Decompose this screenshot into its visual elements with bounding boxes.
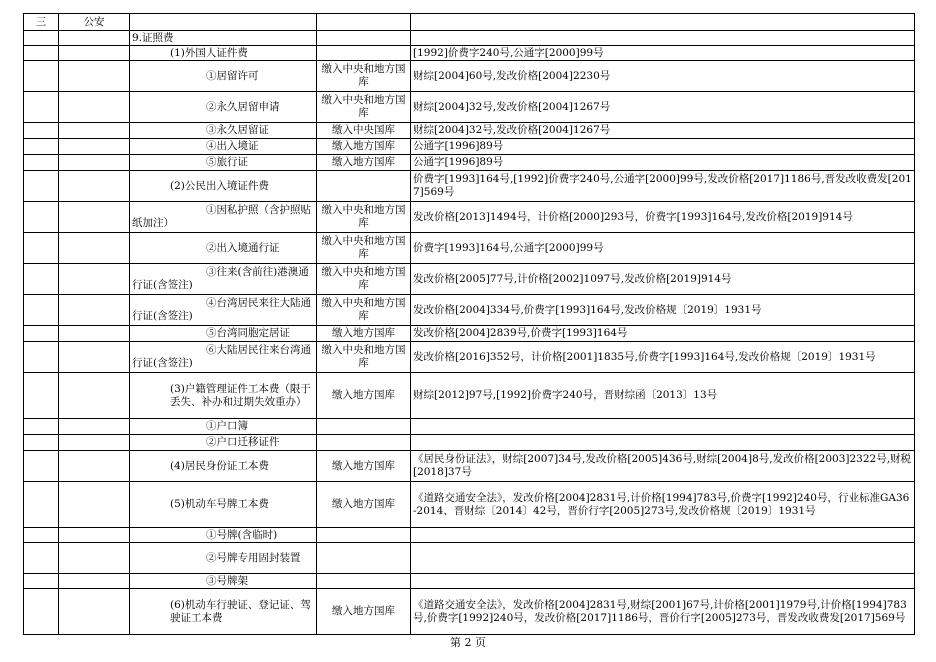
category-cell [59,342,130,373]
item-name-cell: ②永久居留申请 [130,92,317,123]
basis-cell: 价费字[1993]164号,[1992]价费字240号,公通字[2000]99号,发改价格[2017]1186号,晋发改收费发[2017]569号 [411,171,915,202]
category-cell [59,92,130,123]
page-footer: 第 2 页 [450,636,486,649]
item-name-cell: ②出入境通行证 [130,233,317,264]
category-cell [59,419,130,435]
section-number-cell [24,295,59,326]
item-name-cell: ④出入境证 [130,139,317,155]
treasury-cell: 缴入中央和地方国库 [317,342,411,373]
item-name-cell: (1)外国人证件费 [130,46,317,61]
section-number-cell [24,233,59,264]
basis-cell: 发改价格[2016]352号，计价格[2001]1835号,价费字[1993]164号,发改价格规〔2019〕1931号 [411,342,915,373]
category-cell: 公安 [59,14,130,31]
category-cell [59,543,130,574]
treasury-cell: 缴入中央和地方国库 [317,295,411,326]
basis-cell [411,419,915,435]
section-number-cell [24,373,59,419]
table-row [24,451,915,482]
treasury-cell [317,528,411,543]
section-number-cell [24,46,59,61]
category-cell [59,435,130,451]
basis-cell: 财综[2004]32号,发改价格[2004]1267号 [411,123,915,139]
table-row [24,155,915,171]
table-row [24,202,915,233]
section-number-cell [24,171,59,202]
table-row [24,171,915,202]
section-number-cell [24,264,59,295]
category-cell [59,171,130,202]
section-number-cell [24,123,59,139]
section-number-cell [24,31,59,46]
item-name-cell: (5)机动车号牌工本费 [130,482,317,528]
section-number-cell [24,543,59,574]
category-cell [59,574,130,589]
table-row [24,574,915,589]
table-row [24,435,915,451]
table-row [24,139,915,155]
table-row [24,61,915,92]
treasury-cell: 缴入地方国库 [317,373,411,419]
table-row [24,482,915,528]
treasury-cell: 缴入中央和地方国库 [317,202,411,233]
item-name-cell: ③往来(含前往)港澳通行证(含签注) [130,264,317,295]
item-name-cell: ⑤台湾同胞定居证 [130,326,317,342]
table-row [24,123,915,139]
basis-cell: 发改价格[2005]77号,计价格[2002]1097号,发改价格[2019]914号 [411,264,915,295]
table-row [24,92,915,123]
section-number-cell [24,202,59,233]
table-row [24,31,915,46]
basis-cell: 发改价格[2013]1494号，计价格[2000]293号，价费字[1993]164号,发改价格[2019]914号 [411,202,915,233]
category-cell [59,31,130,46]
item-name-cell: ⑤旅行证 [130,155,317,171]
basis-cell [411,528,915,543]
basis-cell [411,31,915,46]
treasury-cell: 缴入中央和地方国库 [317,61,411,92]
treasury-cell: 缴入地方国库 [317,139,411,155]
category-cell [59,46,130,61]
treasury-cell [317,171,411,202]
table-row [24,264,915,295]
category-cell [59,295,130,326]
section-number-cell [24,155,59,171]
treasury-cell [317,31,411,46]
basis-cell: 《居民身份证法》，财综[2007]34号,发改价格[2005]436号,财综[2004]8号,发改价格[2003]2322号,财税[2018]37号 [411,451,915,482]
item-name-cell: ②户口迁移证件 [130,435,317,451]
basis-cell: 发改价格[2004]2839号,价费字[1993]164号 [411,326,915,342]
category-cell [59,264,130,295]
treasury-cell: 缴入中央国库 [317,123,411,139]
section-number-cell [24,435,59,451]
basis-cell: 公通字[1996]89号 [411,139,915,155]
category-cell [59,139,130,155]
item-name-cell: (3)户籍管理证件工本费（限于丢失、补办和过期失效重办） [130,373,317,419]
treasury-cell [317,46,411,61]
basis-cell: 公通字[1996]89号 [411,155,915,171]
section-number-cell [24,528,59,543]
section-number-cell [24,139,59,155]
basis-cell: 《道路交通安全法》，发改价格[2004]2831号,财综[2001]67号,计价格[2001]1979号,计价格[1994]783号,价费字[1992]240号，发改价格[2017]1186号，晋价行字[2005]273号，晋发改收费发[2017]569号 [411,589,915,635]
item-name-cell: ①户口簿 [130,419,317,435]
section-number-cell [24,451,59,482]
category-cell [59,589,130,635]
table-row [24,326,915,342]
treasury-cell [317,14,411,31]
treasury-cell: 缴入地方国库 [317,482,411,528]
treasury-cell: 缴入地方国库 [317,155,411,171]
item-name-cell: ③永久居留证 [130,123,317,139]
section-number-cell [24,342,59,373]
item-name-cell: (4)居民身份证工本费 [130,451,317,482]
table-row [24,528,915,543]
category-cell [59,326,130,342]
treasury-cell [317,543,411,574]
category-cell [59,155,130,171]
treasury-cell [317,574,411,589]
item-name-cell: ②号牌专用固封装置 [130,543,317,574]
item-name-cell: 9.证照费 [130,31,317,46]
section-number-cell: 三 [24,14,59,31]
basis-cell: 价费字[1993]164号,公通字[2000]99号 [411,233,915,264]
treasury-cell [317,419,411,435]
basis-cell [411,574,915,589]
basis-cell [411,14,915,31]
basis-cell: 财综[2012]97号,[1992]价费字240号，晋财综函〔2013〕13号 [411,373,915,419]
table-row [24,373,915,419]
section-number-cell [24,482,59,528]
fee-table [23,13,915,635]
table-row [24,233,915,264]
basis-cell: 发改价格[2004]334号,价费字[1993]164号,发改价格规〔2019〕1931号 [411,295,915,326]
table-row [24,14,915,31]
category-cell [59,451,130,482]
item-name-cell: (2)公民出入境证件费 [130,171,317,202]
section-number-cell [24,61,59,92]
section-number-cell [24,419,59,435]
basis-cell: 财综[2004]60号,发改价格[2004]2230号 [411,61,915,92]
section-number-cell [24,574,59,589]
item-name-cell [130,14,317,31]
table-row [24,419,915,435]
section-number-cell [24,589,59,635]
treasury-cell [317,435,411,451]
treasury-cell: 缴入地方国库 [317,451,411,482]
item-name-cell: ③号牌架 [130,574,317,589]
basis-cell: 《道路交通安全法》，发改价格[2004]2831号,计价格[1994]783号,价费字[1992]240号，行业标准GA36-2014、晋财综〔2014〕42号，晋价行字[2005]273号,发改价格规〔2019〕1931号 [411,482,915,528]
treasury-cell: 缴入中央和地方国库 [317,264,411,295]
table-row [24,342,915,373]
basis-cell: 财综[2004]32号,发改价格[2004]1267号 [411,92,915,123]
treasury-cell: 缴入中央和地方国库 [317,233,411,264]
category-cell [59,61,130,92]
category-cell [59,233,130,264]
section-number-cell [24,326,59,342]
table-row [24,543,915,574]
table-row [24,46,915,61]
table-row [24,589,915,635]
category-cell [59,528,130,543]
basis-cell [411,435,915,451]
category-cell [59,373,130,419]
category-cell [59,202,130,233]
table-row [24,295,915,326]
item-name-cell: ⑥大陆居民往来台湾通行证(含签注) [130,342,317,373]
item-name-cell: (6)机动车行驶证、登记证、驾驶证工本费 [130,589,317,635]
category-cell [59,123,130,139]
item-name-cell: ④台湾居民来往大陆通行证(含签注) [130,295,317,326]
section-number-cell [24,92,59,123]
category-cell [59,482,130,528]
item-name-cell: ①因私护照（含护照贴纸加注） [130,202,317,233]
treasury-cell: 缴入中央和地方国库 [317,92,411,123]
treasury-cell: 缴入地方国库 [317,326,411,342]
item-name-cell: ①号牌(含临时) [130,528,317,543]
basis-cell: [1992]价费字240号,公通字[2000]99号 [411,46,915,61]
treasury-cell: 缴入地方国库 [317,589,411,635]
basis-cell [411,543,915,574]
item-name-cell: ①居留许可 [130,61,317,92]
